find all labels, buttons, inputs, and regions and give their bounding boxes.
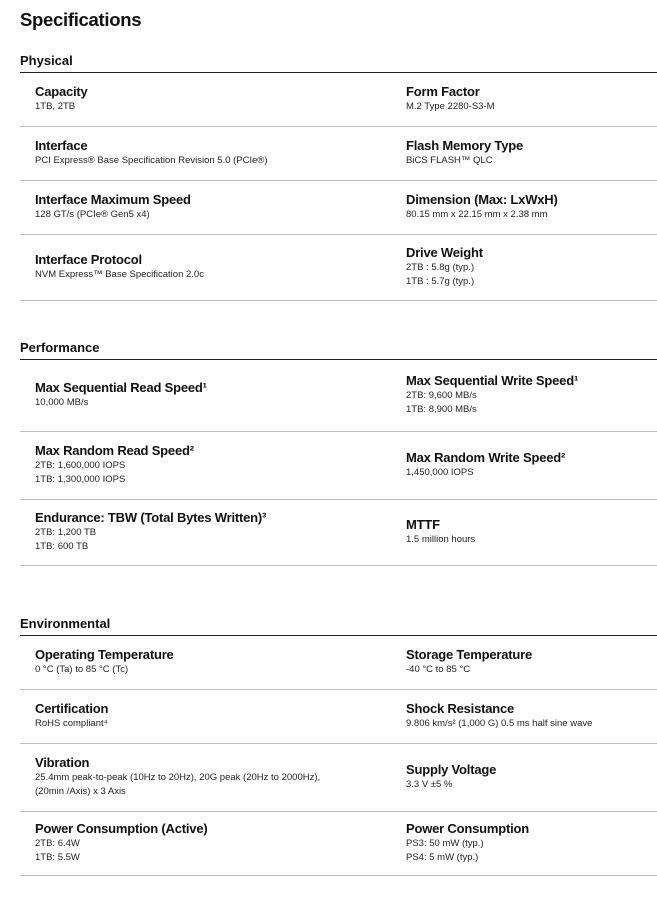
spec-label: Max Random Write Speed² [406,450,566,465]
spec-interface [35,138,395,168]
spec-value: 2TB: 1,200 TB [35,527,97,538]
spec-value: 1,450,000 IOPS [406,467,474,478]
spec-label: Interface Protocol [35,252,142,267]
spec-value: -40 °C to 85 °C [406,664,471,675]
spec-value: 10,000 MB/s [35,397,89,408]
spec-row [20,73,657,127]
spec-max-random-write-speed [406,450,656,480]
spec-value: BiCS FLASH™ QLC [406,155,493,166]
spec-shock-resistance [406,701,656,731]
spec-value: PCI Express® Base Specification Revision 5.0 (PCIe®) [35,155,268,166]
section-heading: Performance [20,338,657,360]
spec-row [20,690,657,744]
spec-value: 25.4mm peak-to-peak (10Hz to 20Hz), 20G peak (20Hz to 2000Hz), [35,772,321,783]
spec-value: 1TB : 5.7g (typ.) [406,276,475,287]
spec-label: Capacity [35,84,88,99]
spec-label: Power Consumption [406,821,529,836]
spec-label: Flash Memory Type [406,138,524,153]
spec-label: Max Sequential Read Speed¹ [35,380,207,395]
spec-value: RoHS compliant⁴ [35,718,108,729]
spec-interface-maximum-speed [35,192,395,222]
spec-drive-weight [406,245,656,289]
spec-label: Interface Maximum Speed [35,192,191,207]
spec-power-consumption [406,821,656,865]
spec-label: Dimension (Max: LxWxH) [406,192,558,207]
spec-label: Vibration [35,755,90,770]
spec-form-factor [406,84,656,114]
spec-value: M.2 Type 2280-S3-M [406,101,495,112]
page-title: Specifications [20,9,142,30]
spec-value: 128 GT/s (PCIe® Gen5 x4) [35,209,150,220]
spec-value: 1TB: 8,900 MB/s [406,404,477,415]
spec-row [20,360,657,432]
spec-value: 0 °C (Ta) to 85 °C (Tc) [35,664,129,675]
spec-row [20,432,657,500]
spec-power-consumption-active [35,821,395,865]
spec-value: 1TB: 5.5W [35,852,80,863]
spec-interface-protocol [35,252,395,282]
spec-value: 80.15 mm x 22.15 mm x 2.38 mm [406,209,548,220]
spec-capacity [35,84,395,114]
section-environmental [20,614,657,876]
spec-flash-memory-type [406,138,656,168]
spec-endurance-tbw-total-bytes-written [35,510,395,554]
spec-label: Certification [35,701,109,716]
spec-value: 1TB: 600 TB [35,541,89,552]
spec-value: 2TB: 9,600 MB/s [406,390,477,401]
spec-row [20,500,657,566]
spec-value: PS4: 5 mW (typ.) [406,852,479,863]
spec-label: Shock Resistance [406,701,515,716]
section-physical [20,51,657,301]
spec-value: 1.5 million hours [406,534,476,545]
spec-value: NVM Express™ Base Specification 2.0c [35,269,204,280]
spec-label: Operating Temperature [35,647,174,662]
spec-label: Power Consumption (Active) [35,821,208,836]
spec-label: Max Sequential Write Speed¹ [406,373,579,388]
spec-value: PS3: 50 mW (typ.) [406,838,484,849]
spec-value: 9.806 km/s² (1,000 G) 0.5 ms half sine wave [406,718,593,729]
spec-max-sequential-write-speed [406,373,656,417]
spec-value: 1TB: 1,300,000 IOPS [35,474,126,485]
section-heading: Environmental [20,614,657,636]
spec-max-sequential-read-speed [35,380,395,410]
spec-row [20,235,657,301]
spec-certification [35,701,395,731]
spec-max-random-read-speed [35,443,395,487]
spec-supply-voltage [406,762,656,792]
spec-vibration [35,755,395,799]
spec-label: Interface [35,138,88,153]
spec-row [20,812,657,876]
spec-label: Supply Voltage [406,762,497,777]
spec-label: MTTF [406,517,440,532]
section-performance [20,338,657,566]
spec-storage-temperature [406,647,656,677]
spec-mttf [406,517,656,547]
spec-label: Max Random Read Speed² [35,443,194,458]
spec-label: Storage Temperature [406,647,532,662]
spec-value: 1TB, 2TB [35,101,76,112]
section-heading: Physical [20,51,657,73]
spec-row [20,636,657,690]
spec-value: 2TB: 6.4W [35,838,80,849]
spec-row [20,744,657,812]
spec-label: Endurance: TBW (Total Bytes Written)³ [35,510,267,525]
spec-value: 2TB: 1,600,000 IOPS [35,460,126,471]
spec-value: 3.3 V ±5 % [406,779,453,790]
spec-value: (20min /Axis) x 3 Axis [35,786,126,797]
spec-operating-temperature [35,647,395,677]
spec-label: Form Factor [406,84,480,99]
spec-row [20,181,657,235]
spec-row [20,127,657,181]
spec-dimension-max-lxwxh [406,192,656,222]
spec-value: 2TB : 5.8g (typ.) [406,262,475,273]
spec-label: Drive Weight [406,245,483,260]
